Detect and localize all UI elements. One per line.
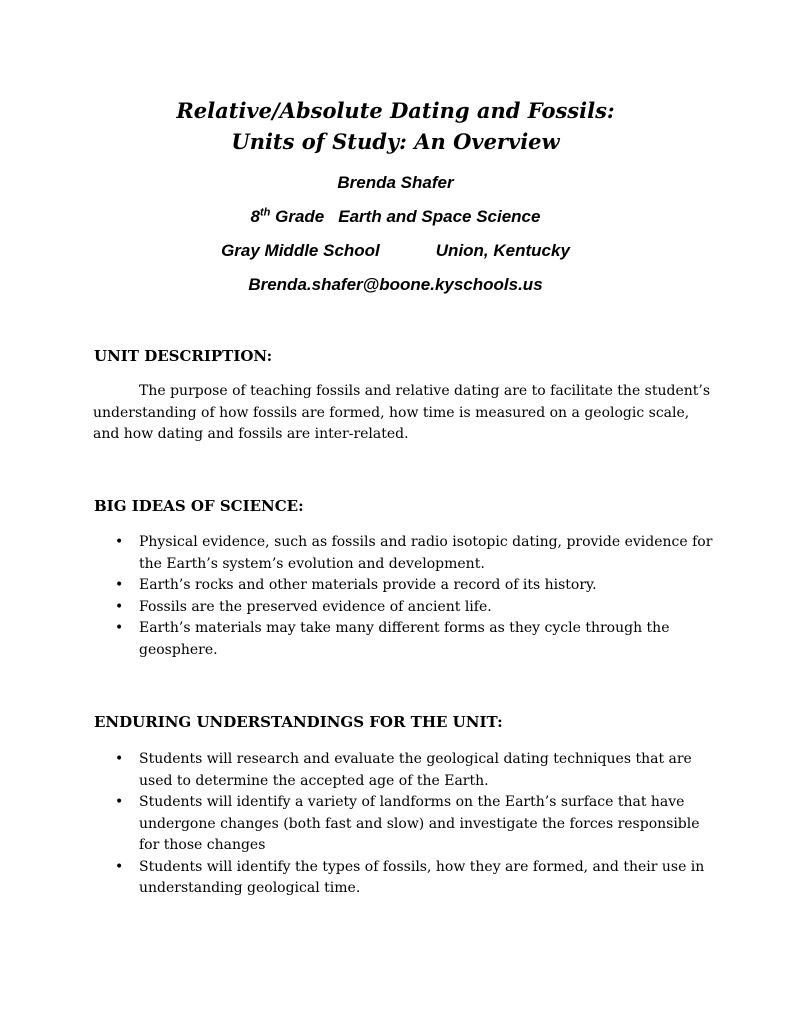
- list-item-text: Physical evidence, such as fossils and radio isotopic dating, provide evidence for the Earth’s system’s evolution and development.: [139, 534, 713, 572]
- grade-suffix: th: [260, 206, 271, 219]
- grade-word: Grade: [275, 207, 325, 226]
- list-item: [93, 575, 713, 597]
- big-ideas-heading: BIG IDEAS OF SCIENCE:: [94, 497, 304, 515]
- author-name: Brenda Shafer: [337, 173, 454, 192]
- list-item: [93, 532, 713, 575]
- enduring-understandings-list: [93, 749, 713, 900]
- bullet-icon: •: [115, 534, 124, 550]
- bullet-icon: •: [115, 794, 124, 810]
- list-item: [93, 749, 713, 792]
- list-item-text: Earth’s rocks and other materials provide a record of its history.: [139, 577, 597, 593]
- list-item-text: Students will research and evaluate the geological dating techniques that are used to determine the accepted age of the Earth.: [139, 751, 692, 789]
- school-name: Gray Middle School: [221, 241, 380, 260]
- list-item-text: Earth’s materials may take many different forms as they cycle through the geosphere.: [139, 620, 670, 658]
- bullet-icon: •: [115, 858, 124, 875]
- big-ideas-list: [93, 532, 713, 661]
- school-location-line: [0, 240, 791, 262]
- subject-name: Earth and Space Science: [338, 207, 541, 226]
- school-location: Union, Kentucky: [435, 241, 570, 260]
- title-line-2: Units of Study: An Overview: [231, 129, 560, 154]
- unit-description-heading: UNIT DESCRIPTION:: [94, 347, 273, 365]
- list-item: [93, 857, 713, 900]
- unit-description-text: [93, 381, 713, 446]
- unit-description-body: The purpose of teaching fossils and relative dating are to facilitate the student’s understanding of how fossils are formed, how time is measured on a geologic scale, and how dating and fossils are inter-related.: [93, 383, 711, 442]
- grade-subject-line: [0, 206, 791, 228]
- list-item-text: Students will identify a variety of landforms on the Earth’s surface that have undergone changes (both fast and slow) and investigate the forces responsible for those changes: [139, 794, 700, 853]
- title-line-1: Relative/Absolute Dating and Fossils:: [176, 98, 615, 123]
- author-email: Brenda.shafer@boone.kyschools.us: [248, 275, 543, 294]
- bullet-icon: •: [115, 751, 124, 767]
- bullet-icon: •: [115, 598, 124, 615]
- list-item-text: Students will identify the types of fossils, how they are formed, and their use in understanding geological time.: [139, 858, 705, 896]
- list-item: [93, 792, 713, 857]
- list-item-text: Fossils are the preserved evidence of ancient life.: [139, 598, 492, 615]
- grade-number: 8: [250, 207, 260, 226]
- bullet-icon: •: [115, 577, 124, 593]
- list-item: [93, 597, 713, 619]
- enduring-understandings-heading: ENDURING UNDERSTANDINGS FOR THE UNIT:: [94, 713, 503, 731]
- bullet-icon: •: [115, 620, 124, 636]
- list-item: [93, 618, 713, 661]
